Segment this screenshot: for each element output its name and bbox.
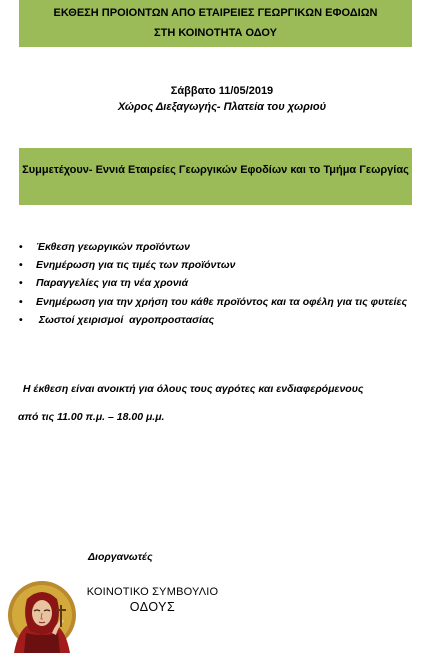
participants-banner: [19, 148, 412, 205]
event-date: Σάββατο 11/05/2019: [170, 85, 274, 97]
header-subtitle: ΣΤΗ ΚΟΙΝΟΤΗΤΑ ΟΔΟΥ: [154, 27, 277, 39]
event-place: Χώρος Διεξαγωγής- Πλατεία του χωριού: [117, 101, 327, 113]
header-title: ΕΚΘΕΣΗ ΠΡΟΙΟΝΤΩΝ ΑΠΟ ΕΤΑΙΡΕΙΕΣ ΓΕΩΡΓΙΚΩΝ ΕΦΟΔΙΩΝ: [53, 7, 378, 19]
opening-hours: από τις 11.00 π.μ. – 18.00 μ.μ.: [18, 411, 165, 423]
participants-text: Συμμετέχουν- Εννιά Εταιρείες Γεωργικών Εφοδίων και το Τμήμα Γεωργίας: [22, 164, 409, 176]
activities-list: [26, 240, 416, 331]
council-name: [70, 586, 235, 614]
list-item: • Σωστοί χειρισμοί αγροπροστασίας: [26, 313, 416, 329]
organizers-label: Διοργανωτές: [88, 551, 153, 563]
header-banner: [19, 0, 412, 47]
council-name-line2: ΟΔΟΥΣ: [129, 600, 176, 614]
open-notice: Η έκθεση είναι ανοικτή για όλους τους αγρότες και ενδιαφερόμενους: [20, 383, 364, 395]
list-item: • Ενημέρωση για την χρήση του κάθε προϊόντος και τα οφέλη για τις φυτείες: [26, 295, 416, 311]
list-item: • Έκθεση γεωργικών προϊόντων: [26, 240, 416, 256]
list-item: • Ενημέρωση για τις τιμές των προϊόντων: [26, 258, 416, 274]
council-name-line1: ΚΟΙΝΟΤΙΚΟ ΣΥΜΒΟΥΛΙΟ: [86, 586, 219, 598]
list-item: • Παραγγελίες για τη νέα χρονιά: [26, 276, 416, 292]
saint-icon: [6, 575, 78, 653]
